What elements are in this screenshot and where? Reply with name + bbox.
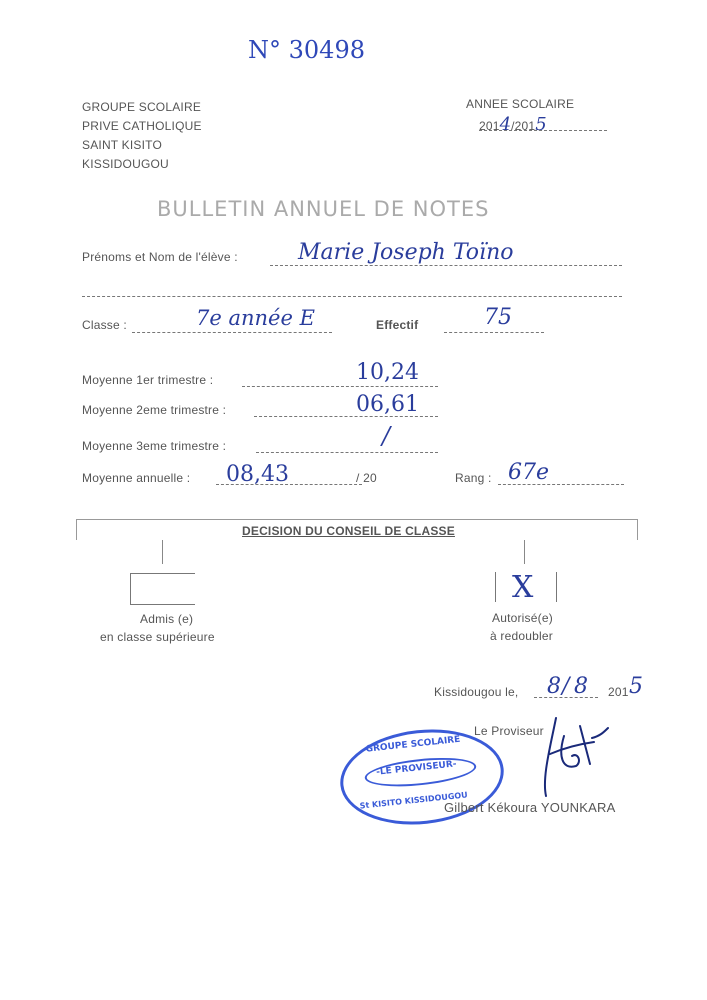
proviseur-name: Gilbert Kékoura YOUNKARA — [444, 800, 616, 815]
stamp-bottom-text: St KISITO KISSIDOUGOU — [359, 790, 469, 811]
school-line-1: GROUPE SCOLAIRE — [82, 100, 202, 114]
t2-value: 06,61 — [356, 392, 419, 417]
bulletin-number: N° 30498 — [248, 36, 365, 64]
date-day: 8 — [547, 674, 561, 699]
year-prefix-1: 201 — [479, 119, 500, 133]
admis-checkbox[interactable] — [130, 573, 195, 605]
admis-label-2: en classe supérieure — [100, 630, 215, 644]
school-line-2: PRIVE CATHOLIQUE — [82, 119, 202, 133]
document-title: BULLETIN ANNUEL DE NOTES — [157, 197, 490, 221]
t3-value: / — [382, 422, 391, 450]
date-slash: / — [562, 674, 570, 699]
stamp-top-text: GROUPE SCOLAIRE — [365, 734, 461, 755]
annual-value: 08,43 — [226, 462, 289, 487]
date-year-prefix: 201 — [608, 685, 629, 699]
date-month: 8 — [574, 674, 588, 699]
school-year — [479, 114, 609, 135]
signature-scribble — [520, 708, 610, 800]
rank-value: 67e — [508, 460, 550, 485]
date-year-hand: 5 — [629, 674, 643, 699]
t2-label: Moyenne 2eme trimestre : — [82, 403, 227, 417]
year-hand-1: 4 — [499, 114, 512, 135]
redoubler-label-1: Autorisé(e) — [492, 611, 553, 625]
redoubler-mark: X — [512, 570, 534, 605]
name-value: Marie Joseph Toïno — [298, 240, 514, 265]
effectif-label: Effectif — [376, 318, 419, 332]
t3-label: Moyenne 3eme trimestre : — [82, 439, 227, 453]
date-place-label: Kissidougou le, — [434, 685, 519, 699]
school-header — [82, 98, 202, 174]
name-label: Prénoms et Nom de l'élève : — [82, 250, 238, 264]
annual-suffix: / 20 — [356, 471, 377, 485]
year-hand-2: 5 — [535, 114, 547, 135]
effectif-value: 75 — [484, 305, 512, 330]
t1-value: 10,24 — [356, 360, 419, 385]
role-label: Le Proviseur — [474, 724, 544, 738]
decision-title: DECISION DU CONSEIL DE CLASSE — [242, 524, 455, 538]
stamp-center-text: -LE PROVISEUR- — [375, 759, 457, 778]
school-line-3: SAINT KISITO — [82, 138, 162, 152]
redoubler-label-2: à redoubler — [490, 629, 553, 643]
annual-label: Moyenne annuelle : — [82, 471, 191, 485]
school-line-4: KISSIDOUGOU — [82, 157, 169, 171]
rank-label: Rang : — [455, 471, 492, 485]
school-year-label: ANNEE SCOLAIRE — [466, 97, 575, 111]
year-sep: /201 — [511, 119, 536, 133]
class-value: 7e année E — [196, 306, 315, 330]
admis-label-1: Admis (e) — [140, 612, 194, 626]
school-stamp — [336, 722, 509, 833]
t1-label: Moyenne 1er trimestre : — [82, 373, 214, 387]
class-label: Classe : — [82, 318, 127, 332]
